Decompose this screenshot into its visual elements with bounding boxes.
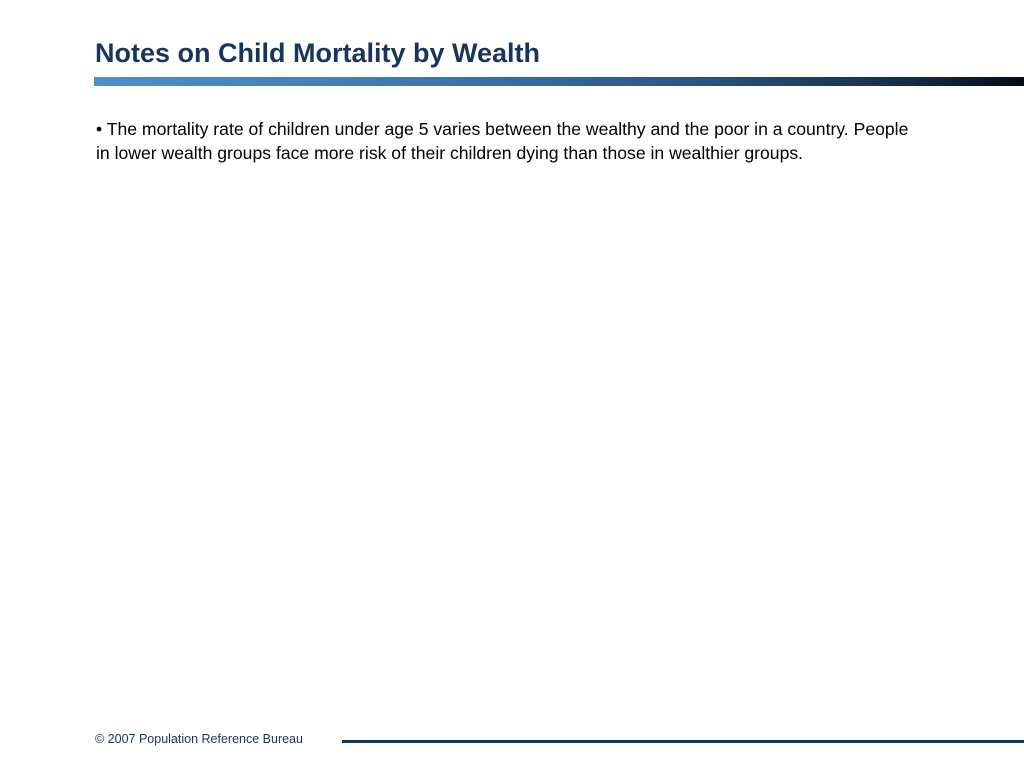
- body-bullet-text: • The mortality rate of children under age 5 varies between the wealthy and the poor in a country. People in lower wealth groups face more risk of their children dying than those in wealthier groups.: [96, 119, 909, 163]
- footer-copyright: © 2007 Population Reference Bureau: [95, 732, 303, 746]
- footer-divider: [342, 740, 1024, 743]
- slide-title: Notes on Child Mortality by Wealth: [95, 38, 541, 68]
- title-divider: [94, 77, 1024, 86]
